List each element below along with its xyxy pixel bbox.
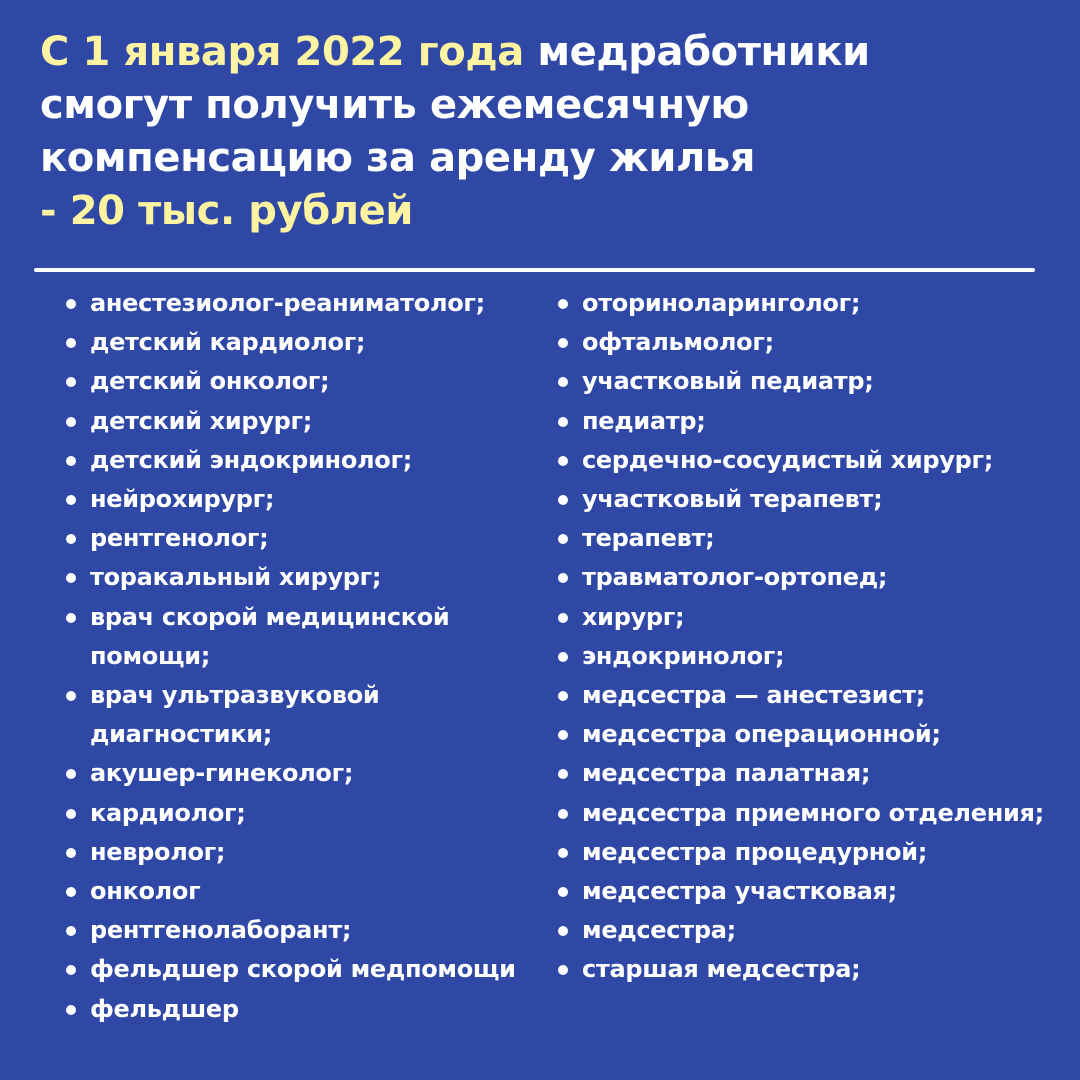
list-item (556, 637, 1056, 676)
list-item-label: травматолог-ортопед; (582, 563, 888, 592)
bullet-icon (558, 377, 568, 387)
bullet-icon (66, 848, 76, 858)
list-item (64, 990, 539, 1029)
list-item (64, 676, 539, 754)
bullet-icon (558, 495, 568, 505)
bullet-icon (558, 691, 568, 701)
list-item (64, 872, 539, 911)
list-item-label: онколог (90, 877, 201, 906)
bullet-icon (558, 417, 568, 427)
list-item-label: фельдшер (90, 994, 239, 1023)
list-item (64, 441, 539, 480)
bullet-icon (558, 652, 568, 662)
list-item (556, 715, 1056, 754)
list-item-label: оториноларинголог; (582, 289, 861, 317)
list-item (64, 558, 539, 597)
bullet-icon (66, 965, 76, 975)
list-item-label: эндокринолог; (582, 641, 785, 670)
bullet-icon (66, 534, 76, 544)
bullet-icon (66, 338, 76, 348)
list-item-label: медсестра участковая; (582, 877, 897, 906)
list-item (556, 284, 1056, 323)
list-item (556, 362, 1056, 401)
list-item-label: педиатр; (582, 406, 706, 435)
list-item-label: рентгенолог; (90, 524, 269, 553)
list-item-label: невролог; (90, 837, 226, 866)
list-item (64, 911, 539, 950)
list-item (64, 519, 539, 558)
list-item (556, 754, 1056, 793)
list-item-label: фельдшер скорой медпомощи (90, 955, 516, 984)
bullet-icon (558, 613, 568, 623)
list-item-label: анестезиолог-реаниматолог; (90, 289, 485, 317)
list-item (556, 519, 1056, 558)
bullet-icon (558, 456, 568, 466)
bullet-icon (558, 573, 568, 583)
list-item-label: медсестра — анестезист; (582, 681, 926, 710)
list-item (556, 598, 1056, 637)
list-item (64, 754, 539, 793)
bullet-icon (66, 299, 76, 309)
list-item (64, 598, 539, 676)
list-item-label: хирург; (582, 602, 685, 631)
divider-line (34, 268, 1035, 272)
bullet-icon (66, 809, 76, 819)
list-item-label: детский хирург; (90, 406, 313, 435)
list-item (556, 794, 1056, 833)
bullet-icon (558, 769, 568, 779)
bullet-icon (558, 299, 568, 309)
bullet-icon (66, 417, 76, 427)
specialty-list-right (556, 284, 1056, 990)
bullet-icon (66, 1005, 76, 1015)
list-item (64, 480, 539, 519)
headline-line2: смогут получить ежемесячную (40, 82, 749, 128)
list-item (556, 950, 1056, 989)
list-item-label: нейрохирург; (90, 485, 275, 514)
list-item (556, 402, 1056, 441)
list-item (64, 402, 539, 441)
bullet-icon (66, 613, 76, 623)
bullet-icon (558, 534, 568, 544)
bullet-icon (66, 926, 76, 936)
list-item-label: акушер-гинеколог; (90, 759, 354, 788)
list-item-label: детский кардиолог; (90, 328, 366, 357)
list-item-label: врач скорой медицинской помощи; (90, 602, 450, 670)
list-item-label: офтальмолог; (582, 328, 774, 357)
list-item-label: детский эндокринолог; (90, 445, 413, 474)
list-item (556, 480, 1056, 519)
list-item (556, 323, 1056, 362)
list-item (64, 833, 539, 872)
bullet-icon (66, 573, 76, 583)
list-item-label: участковый педиатр; (582, 367, 874, 396)
list-item-label: старшая медсестра; (582, 955, 861, 984)
headline-line1: медработники (537, 29, 870, 75)
list-item (64, 323, 539, 362)
list-item (556, 676, 1056, 715)
list-item-label: кардиолог; (90, 798, 246, 827)
headline-line3: компенсацию за аренду жилья (40, 135, 756, 181)
bullet-icon (558, 926, 568, 936)
list-item (556, 558, 1056, 597)
list-item-label: терапевт; (582, 524, 715, 553)
list-item-label: медсестра; (582, 916, 736, 945)
bullet-icon (558, 848, 568, 858)
list-item-label: детский онколог; (90, 367, 330, 396)
bullet-icon (558, 730, 568, 740)
list-item-label: медсестра палатная; (582, 759, 871, 788)
headline-amount: - 20 тыс. рублей (40, 188, 413, 234)
list-item-label: медсестра операционной; (582, 720, 941, 749)
list-item (64, 950, 539, 989)
bullet-icon (558, 965, 568, 975)
bullet-icon (66, 769, 76, 779)
headline (40, 26, 1040, 238)
list-item (64, 794, 539, 833)
list-item-label: торакальный хирург; (90, 563, 382, 592)
bullet-icon (66, 691, 76, 701)
bullet-icon (66, 377, 76, 387)
list-item-label: медсестра приемного отделения; (582, 798, 1044, 827)
bullet-icon (558, 887, 568, 897)
list-item (556, 911, 1056, 950)
list-item-label: сердечно-сосудистый хирург; (582, 445, 993, 474)
specialty-list-left (64, 284, 539, 1029)
bullet-icon (66, 456, 76, 466)
list-item-label: врач ультразвуковой диагностики; (90, 681, 380, 749)
list-item-label: рентгенолаборант; (90, 916, 352, 945)
list-item-label: медсестра процедурной; (582, 837, 928, 866)
bullet-icon (66, 495, 76, 505)
list-item (556, 441, 1056, 480)
bullet-icon (66, 887, 76, 897)
bullet-icon (558, 338, 568, 348)
list-item (64, 362, 539, 401)
list-item-label: участковый терапевт; (582, 485, 883, 514)
headline-date: С 1 января 2022 года (40, 29, 524, 75)
list-item (556, 872, 1056, 911)
bullet-icon (558, 809, 568, 819)
list-item (556, 833, 1056, 872)
list-item (64, 284, 539, 323)
